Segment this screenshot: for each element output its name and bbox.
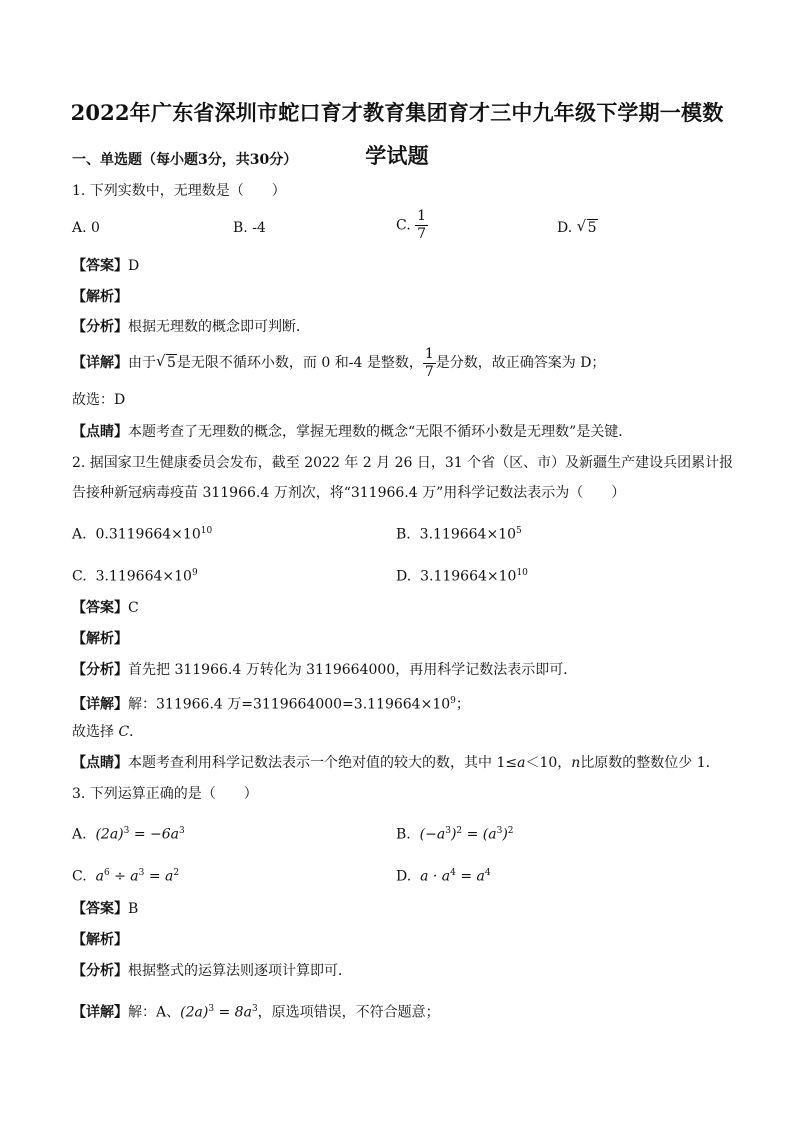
q2-option-c	[72, 563, 198, 587]
q3-stem: 3. 下列运算正确的是（ ）	[72, 786, 258, 802]
expr-exp: 3	[496, 826, 503, 836]
q1-option-c-fraction	[415, 208, 428, 243]
option-label: B.	[396, 826, 411, 843]
option-label: C.	[72, 868, 87, 885]
q2-dianjing	[72, 753, 720, 773]
answer-value: B	[128, 901, 139, 917]
fenxi-text: 首先把 311966.4 万转化为 3119664000，再用科学记数法表示即可．	[128, 662, 578, 678]
q2-jiexi: 【解析】	[72, 631, 128, 647]
option-label: C.	[72, 568, 87, 585]
xiangjie-text: 解：311966.4 万=3119664000=3.119664×10	[128, 696, 451, 713]
q2-option-b	[396, 521, 522, 545]
expr-part: = a	[455, 868, 485, 885]
xiangjie-fraction	[423, 346, 436, 381]
option-exponent: 5	[516, 526, 522, 536]
expr-part: a · a	[420, 868, 451, 885]
q1-option-b: B. -4	[233, 220, 266, 236]
expr-exp: 4	[484, 868, 491, 878]
option-value: 3.119664×10	[419, 526, 517, 543]
q2-option-d	[396, 563, 528, 587]
expr-part: = (a	[462, 826, 497, 843]
option-label: D.	[396, 868, 412, 885]
option-value: 3.119664×10	[95, 568, 192, 585]
expr-exp: 3	[208, 1004, 215, 1014]
q3-option-b	[396, 821, 514, 845]
dianjing-text-3: 比原数的整数位少 1．	[580, 755, 720, 771]
q3-option-a	[72, 821, 185, 845]
q3-option-c	[72, 863, 179, 887]
expr-part: = a	[144, 868, 174, 885]
section-heading: 一、单选题（每小题3分，共30分）	[72, 152, 298, 168]
expr-exp: 3	[445, 826, 451, 836]
q1-xiangjie	[72, 345, 605, 381]
xiangjie-tag: 【详解】	[72, 355, 128, 371]
expr-exp: 3	[179, 826, 185, 836]
q3-jiexi: 【解析】	[72, 932, 128, 948]
dianjing-var-a: a	[517, 755, 526, 771]
q1-stem: 1. 下列实数中，无理数是（ ）	[72, 183, 286, 199]
radical-sign: √	[156, 352, 166, 370]
radical-sign: √	[576, 217, 587, 235]
q1-fenxi	[72, 317, 310, 337]
expr-part: (2a)	[95, 826, 124, 843]
dianjing-var-n: n	[571, 755, 581, 771]
xiangjie-text-2: 是无限不循环小数，而 0 和-4 是整数，	[176, 355, 423, 371]
xiangjie-tag: 【详解】	[72, 696, 128, 713]
expr-part: ÷ a	[109, 868, 139, 885]
xiangjie-text-2: ，原选项错误，不符合题意；	[257, 1004, 440, 1021]
doc-title-line2: 学试题	[365, 143, 429, 168]
expr-exp: 2	[456, 826, 463, 836]
fraction-numerator: 1	[424, 345, 434, 362]
fraction-denominator: 7	[424, 363, 434, 380]
q3-option-d	[396, 863, 491, 887]
q3-answer	[72, 899, 138, 919]
option-exponent: 10	[200, 526, 213, 536]
answer-value: C	[128, 600, 139, 616]
expr-exp: 6	[103, 868, 110, 878]
q2-stem-line1: 2. 据国家卫生健康委员会发布，截至 2022 年 2 月 26 日，31 个省（区、市）及新疆生产建设兵团累计报	[72, 455, 734, 471]
q2-xiangjie	[72, 691, 470, 715]
q1-answer	[72, 256, 139, 276]
dianjing-text: 本题考查了无理数的概念，掌握无理数的概念“无限不循环小数是无理数”是关键．	[128, 424, 633, 440]
fraction-numerator: 1	[417, 208, 427, 224]
q1-option-c	[396, 208, 428, 243]
q1-option-c-label: C.	[396, 217, 411, 234]
q2-guxuan	[72, 722, 143, 742]
q2-stem-line2: 告接种新冠病毒疫苗 311966.4 万剂次，将“311966.4 万”用科学记数法表示为（ ）	[72, 485, 626, 501]
answer-tag: 【答案】	[72, 600, 128, 616]
expr-part: )	[502, 826, 508, 843]
q1-guxuan: 故选：D	[72, 392, 126, 408]
guxuan-end: ．	[129, 724, 144, 740]
option-label: A.	[72, 826, 87, 843]
q1-option-d-label: D.	[557, 220, 573, 236]
fenxi-text: 根据整式的运算法则逐项计算即可．	[128, 963, 352, 979]
fraction-denominator: 7	[417, 226, 427, 242]
expr-part: (2a)	[180, 1004, 209, 1021]
xiangjie-end: ；	[455, 696, 470, 713]
expr-part: = 8a	[214, 1004, 252, 1021]
fenxi-text: 根据无理数的概念即可判断．	[128, 319, 310, 335]
dianjing-text-2: ＜10，	[525, 755, 572, 771]
option-label: B.	[396, 526, 411, 543]
doc-title-line1: 2022年广东省深圳市蛇口育才教育集团育才三中九年级下学期一模数	[70, 100, 724, 125]
answer-tag: 【答案】	[72, 258, 128, 274]
xiangjie-exponent: 9	[450, 696, 456, 706]
expr-exp: 3	[251, 1004, 258, 1014]
option-exponent: 9	[191, 568, 198, 578]
q1-dianjing	[72, 422, 632, 442]
expr-part: )	[450, 826, 457, 843]
xiangjie-text-1: 由于	[128, 355, 156, 371]
q1-jiexi: 【解析】	[72, 289, 128, 305]
dianjing-text-1: 本题考查利用科学记数法表示一个绝对值的较大的数，其中 1≤	[128, 755, 518, 771]
radicand: 5	[167, 355, 176, 371]
guxuan-choice: C	[118, 724, 130, 740]
sqrt-expression	[577, 218, 598, 238]
dianjing-tag: 【点睛】	[72, 424, 128, 440]
answer-value: D	[128, 258, 140, 274]
sqrt-expression	[156, 345, 177, 381]
fenxi-tag: 【分析】	[72, 319, 128, 335]
q2-answer	[72, 598, 139, 618]
q2-option-a	[72, 521, 212, 545]
expr-exp: 3	[123, 826, 130, 836]
xiangjie-text-1: 解：A、	[128, 1004, 181, 1021]
fenxi-tag: 【分析】	[72, 662, 128, 678]
expr-exp: 2	[173, 868, 180, 878]
answer-tag: 【答案】	[72, 901, 128, 917]
xiangjie-tag: 【详解】	[72, 1004, 128, 1021]
q1-option-a: A. 0	[72, 220, 100, 236]
dianjing-tag: 【点睛】	[72, 755, 128, 771]
expr-part: = −6a	[129, 826, 180, 843]
xiangjie-text-3: 是分数，故正确答案为 D；	[435, 355, 606, 371]
expr-exp: 4	[450, 868, 456, 878]
option-label: D.	[396, 568, 412, 585]
option-exponent: 10	[516, 568, 528, 578]
option-label: A.	[72, 526, 87, 543]
fenxi-tag: 【分析】	[72, 963, 128, 979]
q3-xiangjie	[72, 999, 440, 1023]
expr-part: (−a	[419, 826, 446, 843]
expr-exp: 2	[507, 826, 514, 836]
expr-part: a	[95, 868, 104, 885]
expr-exp: 3	[138, 868, 145, 878]
radicand: 5	[587, 220, 597, 236]
option-value: 3.119664×10	[420, 568, 517, 585]
q1-option-d	[557, 218, 598, 238]
guxuan-text: 故选择	[72, 724, 114, 740]
q3-fenxi	[72, 961, 352, 981]
option-value: 0.3119664×10	[95, 526, 201, 543]
q2-fenxi	[72, 660, 577, 680]
